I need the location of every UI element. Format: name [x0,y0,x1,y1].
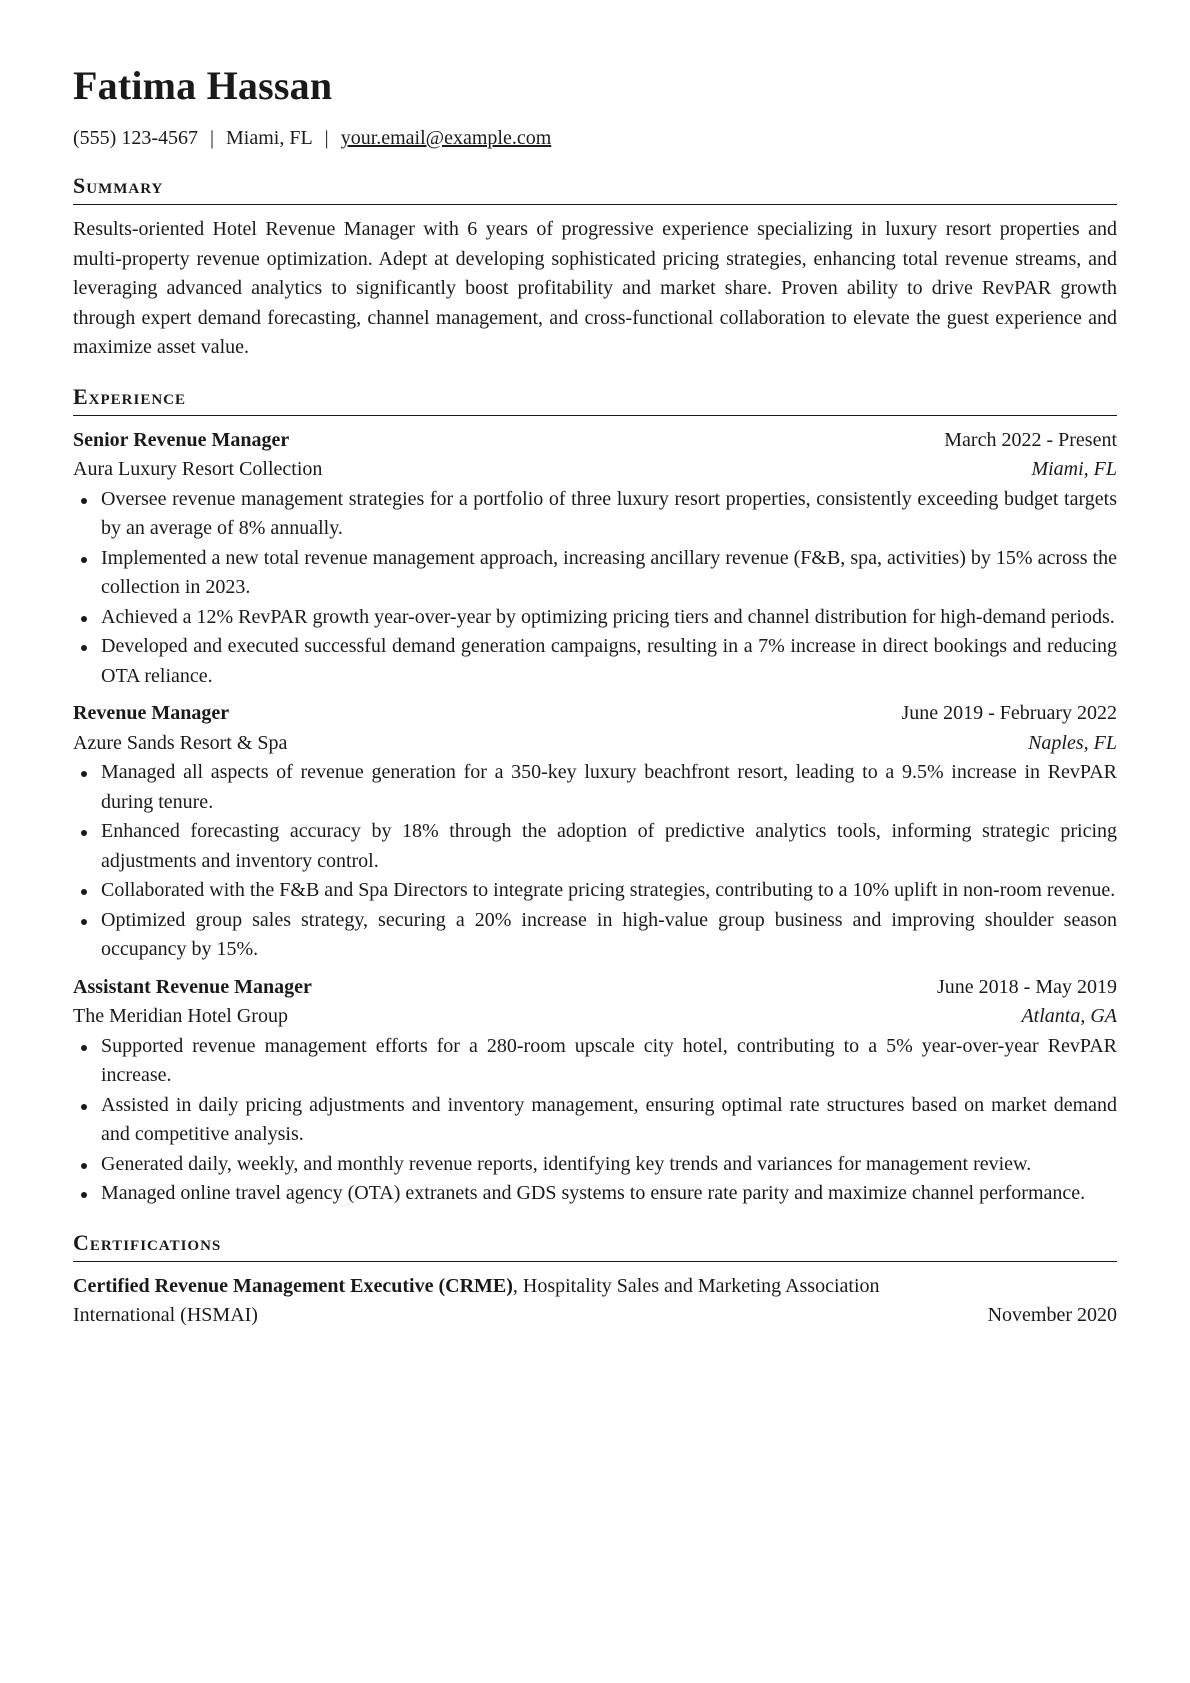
bullet-item: Oversee revenue management strategies for a portfolio of three luxury resort properties, consistently exceeding budget targets by an average of 8% annually. [73,485,1117,544]
job-title: Senior Revenue Manager [73,428,290,451]
bullet-item: Achieved a 12% RevPAR growth year-over-year by optimizing pricing tiers and channel distribution for high-demand periods. [73,603,1117,633]
email-link[interactable]: your.email@example.com [340,127,552,149]
summary-section [73,172,1117,363]
job-title: Revenue Manager [73,702,230,724]
job-title: Assistant Revenue Manager [73,975,312,998]
job-entry [73,426,1117,692]
company-name: Azure Sands Resort & Spa [73,731,288,754]
bullet-item: Managed all aspects of revenue generation for a 350-key luxury beachfront resort, leading to a 9.5% increase in RevPAR during tenure. [73,758,1117,817]
certification-name: Certified Revenue Management Executive (CRME) [73,1274,513,1297]
candidate-name: Fatima Hassan [73,63,333,108]
job-bullets [73,758,1117,965]
job-subheader [73,1002,1117,1032]
bullet-item: Collaborated with the F&B and Spa Directors to integrate pricing strategies, contributing to a 10% uplift in non-room revenue. [73,876,1117,906]
contact-separator: | [209,127,214,149]
section-title-experience: Experience [73,383,1117,416]
job-bullets [73,1032,1117,1209]
bullet-item: Managed online travel agency (OTA) extranets and GDS systems to ensure rate parity and maximize channel performance. [73,1179,1117,1209]
section-title-certifications: Certifications [73,1229,1117,1262]
section-title-summary: Summary [73,172,1117,205]
bullet-item: Developed and executed successful demand generation campaigns, resulting in a 7% increase in direct bookings and reducing OTA reliance. [73,632,1117,691]
bullet-item: Generated daily, weekly, and monthly revenue reports, identifying key trends and variances for management review. [73,1150,1117,1180]
job-header [73,973,1117,1003]
certification-line [73,1272,1117,1302]
bullet-item: Supported revenue management efforts for a 280-room upscale city hotel, contributing to a 5% year-over-year RevPAR increase. [73,1032,1117,1091]
company-name: The Meridian Hotel Group [73,1005,288,1027]
job-location: Miami, FL [1031,458,1117,480]
certification-date: November 2020 [987,1304,1117,1326]
phone-number: (555) 123-4567 [73,127,198,149]
job-header [73,699,1117,729]
job-location: Naples, FL [1028,731,1117,754]
experience-section [73,383,1117,1209]
job-dates: March 2022 - Present [944,428,1117,451]
job-location: Atlanta, GA [1021,1005,1117,1027]
certification-subline [73,1301,1117,1331]
job-subheader [73,455,1117,485]
job-dates: June 2018 - May 2019 [937,975,1117,998]
job-entry [73,699,1117,965]
certification-issuer: , Hospitality Sales and Marketing Association [512,1274,880,1297]
location: Miami, FL [226,127,313,149]
certification-issuer-continued: International (HSMAI) [73,1304,258,1326]
job-bullets [73,485,1117,692]
bullet-item: Assisted in daily pricing adjustments and inventory management, ensuring optimal rate structures based on market demand and competitive analysis. [73,1091,1117,1150]
job-entry [73,973,1117,1209]
bullet-item: Enhanced forecasting accuracy by 18% through the adoption of predictive analytics tools, informing strategic pricing adjustments and inventory control. [73,817,1117,876]
job-subheader [73,729,1117,759]
job-dates: June 2019 - February 2022 [901,702,1117,724]
summary-text: Results-oriented Hotel Revenue Manager with 6 years of progressive experience specializing in luxury resort properties and multi-property revenue optimization. Adept at developing sophisticated pricing strategies, enhancing total revenue streams, and leveraging advanced analytics to significantly boost profitability and market share. Proven ability to drive RevPAR growth through expert demand forecasting, channel management, and cross-functional collaboration to elevate the guest experience and maximize asset value. [73,218,1117,358]
contact-line [73,124,1117,152]
certifications-section [73,1229,1117,1331]
bullet-item: Implemented a new total revenue management approach, increasing ancillary revenue (F&B, spa, activities) by 15% across the collection in 2023. [73,544,1117,603]
job-header [73,426,1117,456]
certification-entry [73,1272,1117,1331]
contact-separator: | [324,127,329,149]
bullet-item: Optimized group sales strategy, securing a 20% increase in high-value group business and improving shoulder season occupancy by 15%. [73,906,1117,965]
company-name: Aura Luxury Resort Collection [73,458,323,480]
